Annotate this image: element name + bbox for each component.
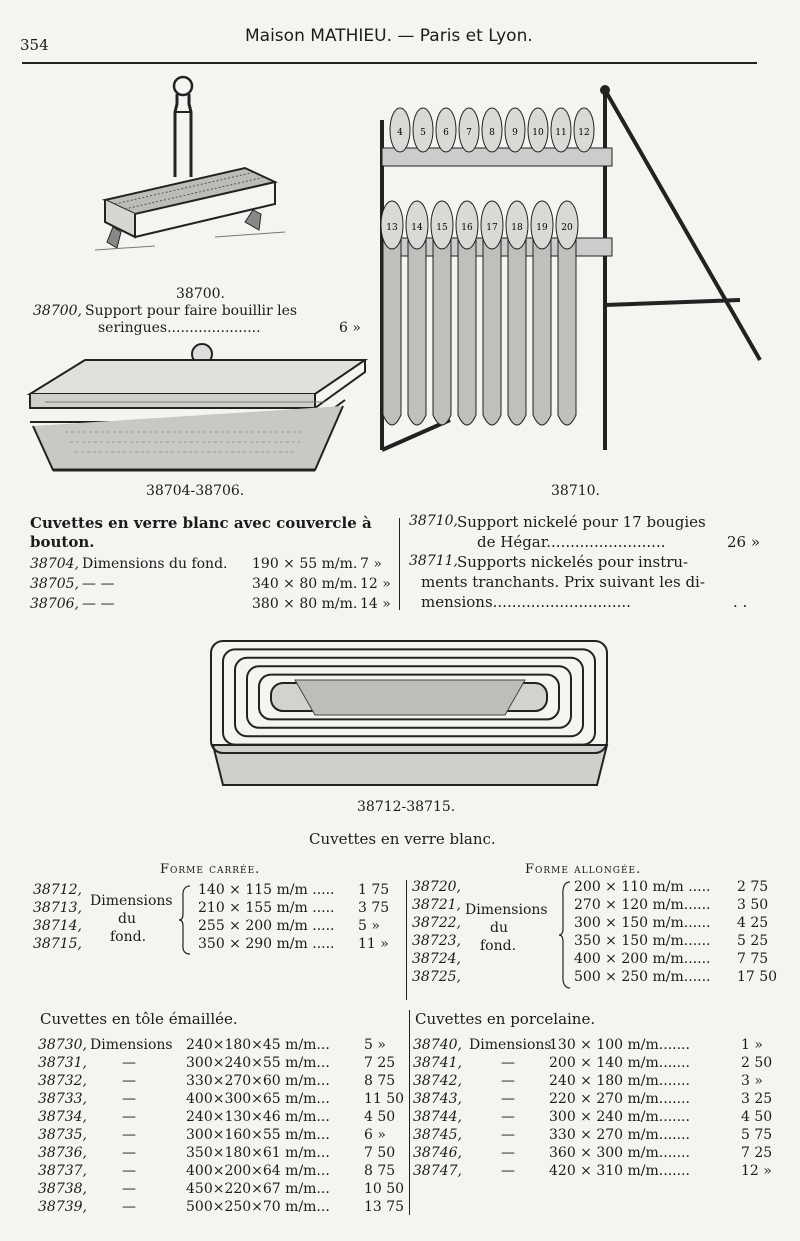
tole-size: 450×220×67 m/m... <box>186 1181 330 1197</box>
bougie-number-upper: 6 <box>443 128 449 138</box>
tole-size: 400×300×65 m/m... <box>186 1091 330 1107</box>
figure-38704-caption: 38704-38706. <box>146 483 245 499</box>
item-38710-ref: 38710, <box>409 513 458 529</box>
porcelaine-desc: — <box>501 1109 515 1125</box>
bougie-number-upper: 4 <box>397 128 403 138</box>
porcelaine-desc: — <box>501 1091 515 1107</box>
forme-allongee-heading: Forme allongée. <box>525 862 642 877</box>
porcelaine-ref: 38746, <box>413 1145 462 1161</box>
porcelaine-size: 130 × 100 m/m....... <box>549 1037 690 1053</box>
bougie-number-upper: 10 <box>532 128 544 138</box>
bougie-number-lower: 17 <box>486 223 498 233</box>
allongee-size: 200 × 110 m/m ..... <box>574 879 711 895</box>
porcelaine-ref: 38740, <box>413 1037 462 1053</box>
tole-desc: — <box>122 1091 136 1107</box>
allongee-price: 2 75 <box>737 879 769 895</box>
bougie-body <box>558 225 576 425</box>
couvercle-desc: — — <box>82 576 115 592</box>
carree-label-1: Dimensions <box>90 893 173 909</box>
porcelaine-desc: — <box>501 1145 515 1161</box>
porcelaine-desc: — <box>501 1055 515 1071</box>
tole-ref: 38737, <box>38 1163 87 1179</box>
tole-size: 300×240×55 m/m... <box>186 1055 330 1071</box>
item-38711-text3: mensions............................. <box>421 593 631 611</box>
bougie-number-lower: 14 <box>411 223 423 233</box>
porcelaine-price: 5 75 <box>741 1127 773 1143</box>
nested-trays-illustration <box>205 635 615 795</box>
tole-ref: 38739, <box>38 1199 87 1215</box>
bougie-body <box>508 225 526 425</box>
allongee-ref: 38720, <box>412 879 461 895</box>
tole-price: 7 25 <box>364 1055 396 1071</box>
tole-ref: 38730, <box>38 1037 87 1053</box>
porcelaine-price: 2 50 <box>741 1055 773 1071</box>
bougie-number-upper: 9 <box>512 128 518 138</box>
couvercle-size: 380 × 80 m/m. <box>252 596 358 612</box>
tole-size: 240×180×45 m/m... <box>186 1037 330 1053</box>
tole-price: 6 » <box>364 1127 386 1143</box>
bougie-number-lower: 16 <box>461 223 473 233</box>
tole-size: 500×250×70 m/m... <box>186 1199 330 1215</box>
porcelaine-size: 360 × 300 m/m....... <box>549 1145 690 1161</box>
bougie-number-lower: 15 <box>436 223 448 233</box>
couvercle-size: 340 × 80 m/m. <box>252 576 358 592</box>
allongee-size: 300 × 150 m/m...... <box>574 915 711 931</box>
tole-desc: — <box>122 1181 136 1197</box>
allongee-label-2: du <box>490 920 508 936</box>
header-rule <box>22 62 757 64</box>
allongee-price: 4 25 <box>737 915 769 931</box>
item-38700-text2: seringues..................... <box>98 320 261 336</box>
porcelaine-size: 300 × 240 m/m....... <box>549 1109 690 1125</box>
carree-size: 255 × 200 m/m ..... <box>198 918 335 934</box>
item-38710-text1: Support nickelé pour 17 bougies <box>457 513 706 531</box>
carree-size: 140 × 115 m/m ..... <box>198 882 335 898</box>
bougie-body <box>458 225 476 425</box>
tole-ref: 38733, <box>38 1091 87 1107</box>
bougie-support-illustration <box>370 80 770 460</box>
carree-price: 3 75 <box>358 900 390 916</box>
porcelaine-size: 200 × 140 m/m....... <box>549 1055 690 1071</box>
allongee-ref: 38725, <box>412 969 461 985</box>
porcelaine-price: 12 » <box>741 1163 772 1179</box>
page-header-title: Maison MATHIEU. — Paris et Lyon. <box>245 26 533 46</box>
tole-ref: 38735, <box>38 1127 87 1143</box>
tole-ref: 38734, <box>38 1109 87 1125</box>
couvercle-price: 12 » <box>360 576 391 592</box>
couvercle-price: 7 » <box>360 556 382 572</box>
tole-size: 330×270×60 m/m... <box>186 1073 330 1089</box>
cuvettes-porcelaine-title: Cuvettes en porcelaine. <box>415 1010 596 1028</box>
bougie-number-upper: 8 <box>489 128 495 138</box>
tole-ref: 38738, <box>38 1181 87 1197</box>
carree-ref: 38712, <box>33 882 82 898</box>
carree-price: 1 75 <box>358 882 390 898</box>
porcelaine-price: 4 50 <box>741 1109 773 1125</box>
carree-price: 11 » <box>358 936 389 952</box>
couvercle-ref: 38706, <box>30 596 79 612</box>
cuvettes-verre-title: Cuvettes en verre blanc. <box>309 830 496 848</box>
allongee-size: 350 × 150 m/m...... <box>574 933 711 949</box>
tole-desc: — <box>122 1109 136 1125</box>
couvercle-ref: 38704, <box>30 556 79 572</box>
porcelaine-ref: 38741, <box>413 1055 462 1071</box>
tole-desc: — <box>122 1127 136 1143</box>
item-38710-text2: de Hégar......................... <box>477 533 666 551</box>
tole-ref: 38736, <box>38 1145 87 1161</box>
bougie-body <box>408 225 426 425</box>
porcelaine-ref: 38745, <box>413 1127 462 1143</box>
column-divider-top <box>399 518 400 610</box>
column-divider-middle <box>406 880 407 1000</box>
page-number: 354 <box>20 36 49 54</box>
tole-price: 8 75 <box>364 1163 396 1179</box>
carree-label-3: fond. <box>110 929 147 945</box>
porcelaine-size: 240 × 180 m/m....... <box>549 1073 690 1089</box>
cuvettes-couvercle-title-line2: bouton. <box>30 533 95 551</box>
tole-price: 7 50 <box>364 1145 396 1161</box>
allongee-price: 17 50 <box>737 969 778 985</box>
cuvettes-tole-title: Cuvettes en tôle émaillée. <box>40 1010 238 1028</box>
tole-price: 5 » <box>364 1037 386 1053</box>
porcelaine-size: 420 × 310 m/m....... <box>549 1163 690 1179</box>
couvercle-desc: Dimensions du fond. <box>82 556 228 572</box>
item-38700-ref: 38700, <box>33 303 82 319</box>
tole-size: 400×200×64 m/m... <box>186 1163 330 1179</box>
couvercle-ref: 38705, <box>30 576 79 592</box>
tole-price: 4 50 <box>364 1109 396 1125</box>
tole-desc: — <box>122 1055 136 1071</box>
porcelaine-price: 7 25 <box>741 1145 773 1161</box>
carree-price: 5 » <box>358 918 380 934</box>
item-38711-text2: ments tranchants. Prix suivant les di- <box>421 573 705 591</box>
allongee-ref: 38723, <box>412 933 461 949</box>
figure-38700-number: 38700. <box>176 286 225 302</box>
allongee-label-1: Dimensions <box>465 902 548 918</box>
tole-desc: — <box>122 1073 136 1089</box>
figure-38712-caption: 38712-38715. <box>357 799 456 815</box>
tole-size: 300×160×55 m/m... <box>186 1127 330 1143</box>
carree-brace <box>178 884 192 956</box>
allongee-price: 7 75 <box>737 951 769 967</box>
bougie-body <box>483 225 501 425</box>
couvercle-desc: — — <box>82 596 115 612</box>
allongee-size: 500 × 250 m/m...... <box>574 969 711 985</box>
allongee-size: 400 × 200 m/m...... <box>574 951 711 967</box>
porcelaine-ref: 38743, <box>413 1091 462 1107</box>
carree-size: 350 × 290 m/m ..... <box>198 936 335 952</box>
bougie-number-upper: 12 <box>578 128 590 138</box>
porcelaine-price: 1 » <box>741 1037 763 1053</box>
covered-tray-illustration <box>25 342 375 482</box>
carree-ref: 38713, <box>33 900 82 916</box>
allongee-ref: 38721, <box>412 897 461 913</box>
figure-38710-caption: 38710. <box>551 483 600 499</box>
tole-desc: — <box>122 1199 136 1215</box>
tole-size: 240×130×46 m/m... <box>186 1109 330 1125</box>
bougie-number-lower: 18 <box>511 223 523 233</box>
allongee-label-3: fond. <box>480 938 517 954</box>
tole-ref: 38732, <box>38 1073 87 1089</box>
bougie-body <box>383 225 401 425</box>
carree-ref: 38714, <box>33 918 82 934</box>
cuvettes-couvercle-title-line1: Cuvettes en verre blanc avec couvercle à <box>30 514 372 532</box>
item-38711-text1: Supports nickelés pour instru- <box>457 553 689 571</box>
porcelaine-ref: 38747, <box>413 1163 462 1179</box>
tole-price: 10 50 <box>364 1181 405 1197</box>
column-divider-bottom <box>409 1010 410 1215</box>
couvercle-price: 14 » <box>360 596 391 612</box>
porcelaine-desc: — <box>501 1073 515 1089</box>
tole-price: 8 75 <box>364 1073 396 1089</box>
tole-price: 11 50 <box>364 1091 405 1107</box>
porcelaine-size: 330 × 270 m/m....... <box>549 1127 690 1143</box>
item-38711-ref: 38711, <box>409 553 458 569</box>
porcelaine-ref: 38742, <box>413 1073 462 1089</box>
item-38710-price: 26 » <box>727 533 761 551</box>
porcelaine-desc: — <box>501 1163 515 1179</box>
frame-knob-icon <box>600 85 610 95</box>
allongee-ref: 38724, <box>412 951 461 967</box>
bougie-number-lower: 20 <box>561 223 573 233</box>
allongee-price: 3 50 <box>737 897 769 913</box>
tole-desc: — <box>122 1145 136 1161</box>
porcelaine-desc: — <box>501 1127 515 1143</box>
bougie-body <box>433 225 451 425</box>
allongee-size: 270 × 120 m/m...... <box>574 897 711 913</box>
bougie-number-upper: 11 <box>555 128 567 138</box>
item-38700-text1: Support pour faire bouillir les <box>85 303 298 319</box>
porcelaine-desc: Dimensions <box>469 1037 552 1053</box>
tole-desc: Dimensions <box>90 1037 173 1053</box>
bougie-number-lower: 19 <box>536 223 548 233</box>
carree-label-2: du <box>118 911 136 927</box>
porcelaine-ref: 38744, <box>413 1109 462 1125</box>
forme-carree-heading: Forme carrée. <box>160 862 261 877</box>
bougie-number-upper: 5 <box>420 128 426 138</box>
bougie-number-lower: 13 <box>386 223 398 233</box>
porcelaine-price: 3 » <box>741 1073 763 1089</box>
bougie-number-upper: 7 <box>466 128 472 138</box>
allongee-price: 5 25 <box>737 933 769 949</box>
item-38711-price: . . <box>733 593 748 611</box>
tole-ref: 38731, <box>38 1055 87 1071</box>
item-38700-price: 6 » <box>339 320 361 336</box>
tole-size: 350×180×61 m/m... <box>186 1145 330 1161</box>
porcelaine-size: 220 × 270 m/m....... <box>549 1091 690 1107</box>
porcelaine-price: 3 25 <box>741 1091 773 1107</box>
carree-ref: 38715, <box>33 936 82 952</box>
tole-desc: — <box>122 1163 136 1179</box>
tole-price: 13 75 <box>364 1199 405 1215</box>
allongee-brace <box>558 880 572 990</box>
syringe-support-illustration <box>95 72 295 272</box>
couvercle-size: 190 × 55 m/m. <box>252 556 358 572</box>
carree-size: 210 × 155 m/m ..... <box>198 900 335 916</box>
allongee-ref: 38722, <box>412 915 461 931</box>
bougie-body <box>533 225 551 425</box>
